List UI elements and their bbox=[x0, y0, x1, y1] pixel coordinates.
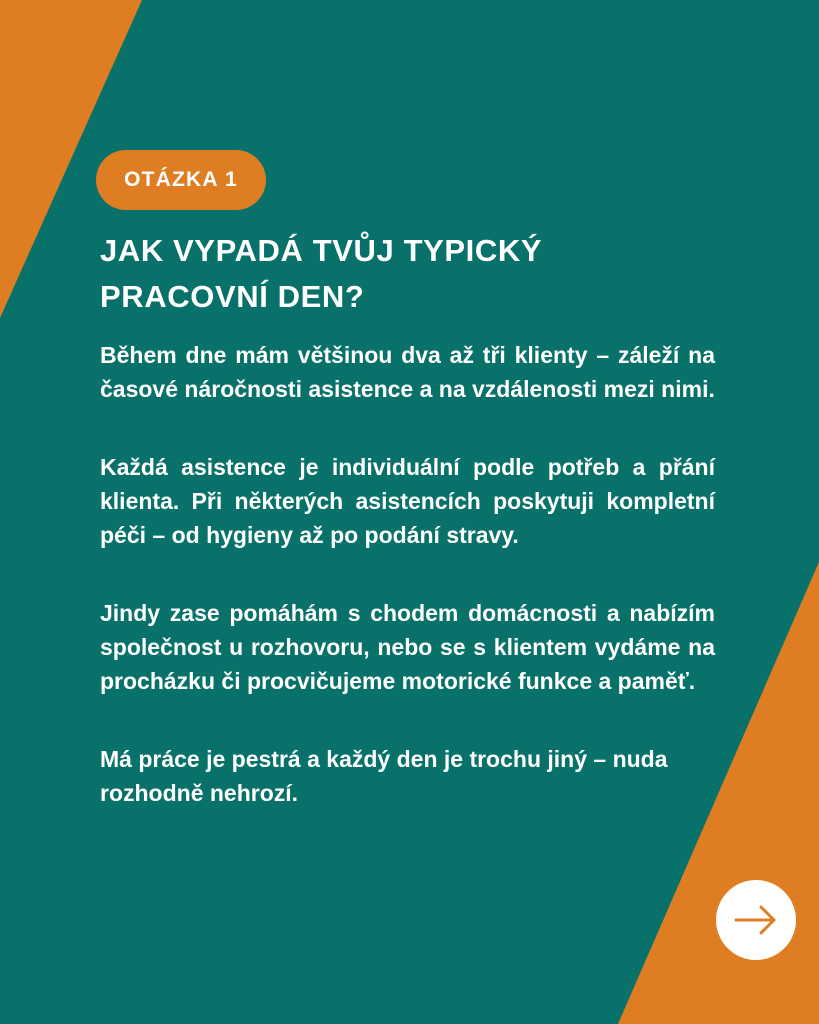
question-badge bbox=[96, 150, 266, 210]
answer-paragraph-2: Každá asistence je individuální podle potřeb a přání klienta. Při některých asistencích poskytuji kompletní péči – od hygieny až po podání stravy. bbox=[100, 454, 715, 548]
answer-paragraph-1: Během dne mám většinou dva až tři klienty – záleží na časové náročnosti asistence a na vzdálenosti mezi nimi. bbox=[100, 342, 715, 402]
question-badge-label: OTÁZKA 1 bbox=[124, 168, 238, 191]
question-title: JAK VYPADÁ TVŮJ TYPICKÝ PRACOVNÍ DEN? bbox=[100, 233, 543, 314]
next-slide-button[interactable] bbox=[716, 880, 796, 960]
answer-paragraph-3: Jindy zase pomáhám s chodem domácnosti a nabízím společnost u rozhovoru, nebo se s klientem vydáme na procházku či procvičujeme motorické funkce a paměť. bbox=[100, 600, 715, 694]
answer-paragraph-4: Má práce je pestrá a každý den je trochu jiný – nuda rozhodně nehrozí. bbox=[100, 746, 668, 806]
answer-body bbox=[100, 338, 715, 854]
arrow-right-icon bbox=[734, 905, 778, 935]
